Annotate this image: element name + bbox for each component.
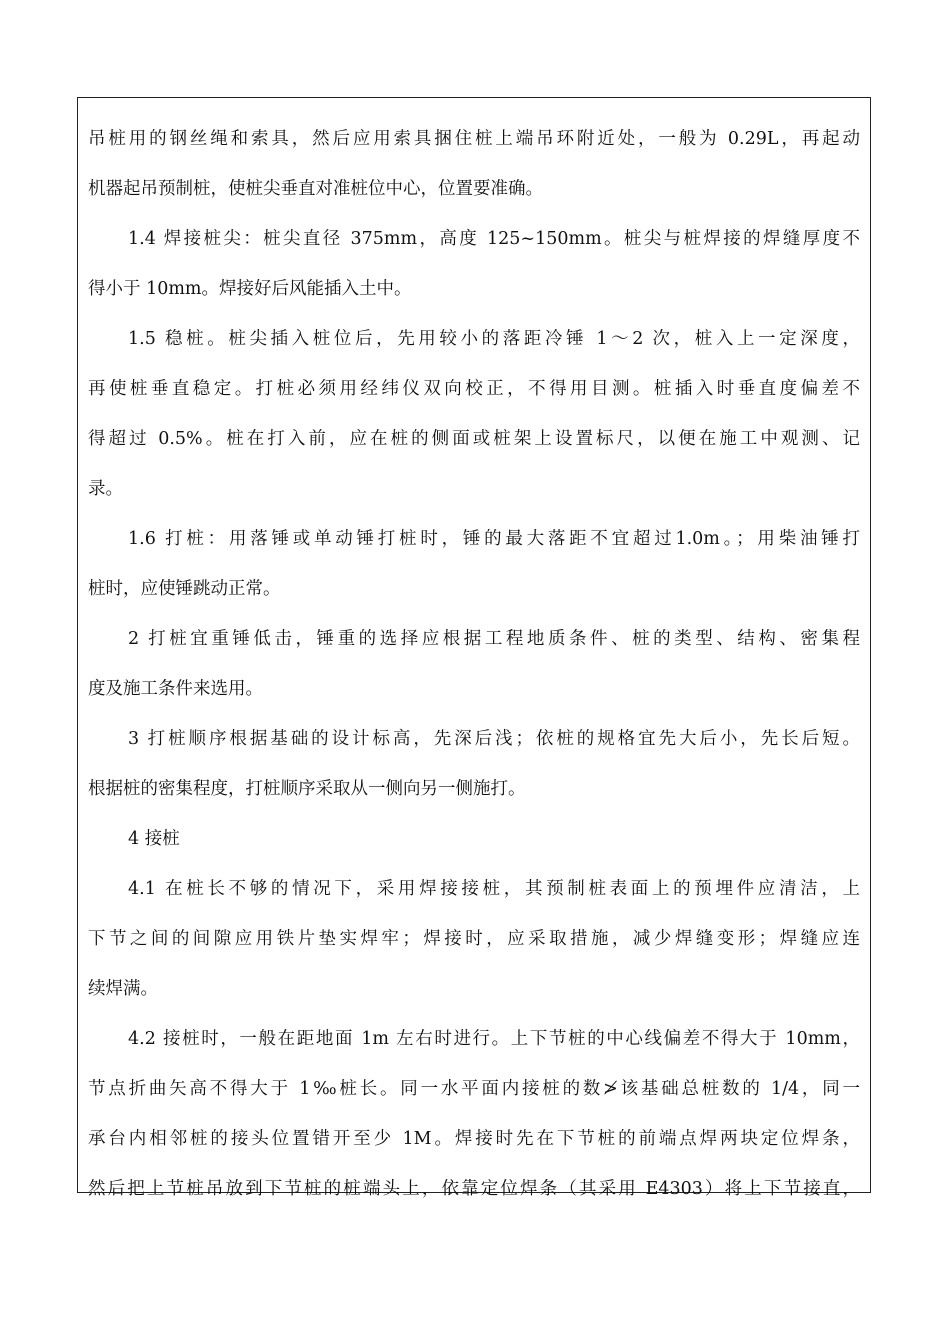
text-line: 机器起吊预制桩，使桩尖垂直对准桩位中心，位置要准确。 — [88, 179, 543, 199]
text-line: 下节之间的间隙应用铁片垫实焊牢；焊接时，应采取措施，减少焊缝变形；焊缝应连 — [88, 929, 860, 949]
text-line: 桩时，应使锤跳动正常。 — [88, 579, 281, 599]
text-line: 4.1 在桩长不够的情况下，采用焊接接桩，其预制桩表面上的预埋件应清洁，上 — [128, 879, 860, 899]
text-line: 节点折曲矢高不得大于 1‰桩长。同一水平面内接桩的数≯该基础总桩数的 1/4，同一 — [88, 1079, 860, 1099]
text-line: 然后把上节桩吊放到下节桩的桩端头上，依靠定位焊条（其采用 E4303）将上下节接直， — [88, 1179, 860, 1199]
document-table-cell — [77, 97, 871, 1199]
text-line: 3 打桩顺序根据基础的设计标高，先深后浅；依桩的规格宜先大后小，先长后短。 — [128, 729, 860, 749]
text-line: 吊桩用的钢丝绳和索具，然后应用索具捆住桩上端吊环附近处，一般为 0.29L，再起动 — [88, 129, 860, 149]
text-line: 1.4 焊接桩尖：桩尖直径 375mm，高度 125~150mm。桩尖与桩焊接的焊缝厚度不 — [128, 229, 860, 249]
text-line: 1.5 稳桩。桩尖插入桩位后，先用较小的落距冷锤 1～2 次，桩入上一定深度， — [128, 329, 860, 349]
text-line: 根据桩的密集程度，打桩顺序采取从一侧向另一侧施打。 — [88, 779, 526, 799]
text-line: 度及施工条件来选用。 — [88, 679, 263, 699]
text-line: 录。 — [88, 479, 123, 499]
text-line: 1.6 打桩：用落锤或单动锤打桩时，锤的最大落距不宜超过1.0m。；用柴油锤打 — [128, 529, 860, 549]
text-line: 得超过 0.5%。桩在打入前，应在桩的侧面或桩架上设置标尺，以便在施工中观测、记 — [88, 429, 860, 449]
text-line: 2 打桩宜重锤低击，锤重的选择应根据工程地质条件、桩的类型、结构、密集程 — [128, 629, 860, 649]
text-line: 续焊满。 — [88, 979, 158, 999]
text-line: 4.2 接桩时，一般在距地面 1m 左右时进行。上下节桩的中心线偏差不得大于 10mm， — [128, 1029, 860, 1049]
text-line: 4 接桩 — [128, 829, 180, 849]
text-line: 再使桩垂直稳定。打桩必须用经纬仪双向校正，不得用目测。桩插入时垂直度偏差不 — [88, 379, 860, 399]
document-body — [88, 114, 860, 1214]
text-line: 得小于 10mm。焊接好后风能插入土中。 — [88, 279, 412, 299]
text-line: 承台内相邻桩的接头位置错开至少 1M。焊接时先在下节桩的前端点焊两块定位焊条， — [88, 1129, 860, 1149]
